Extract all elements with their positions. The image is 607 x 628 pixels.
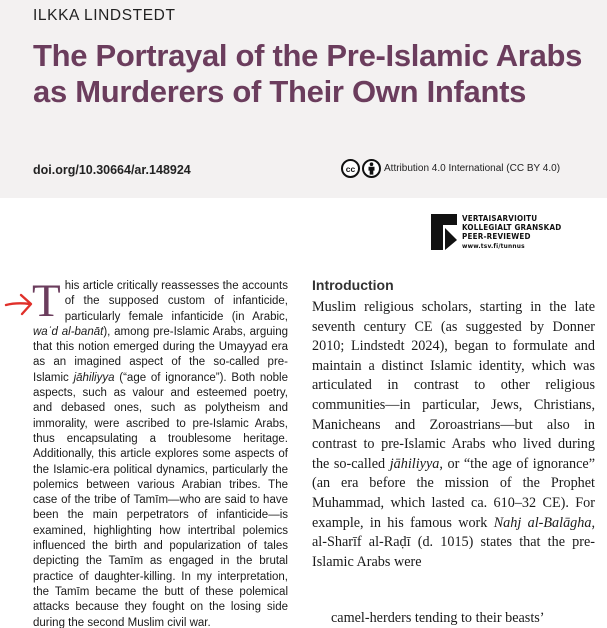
introduction-body	[312, 298, 595, 572]
license-info[interactable]	[341, 159, 560, 178]
peer-reviewed-logo	[431, 214, 561, 251]
cc-icon: cc	[341, 159, 360, 178]
block-quote: camel-herders tending to their beasts’	[331, 610, 545, 626]
peer-line: KOLLEGIALT GRANSKAD	[462, 223, 562, 233]
red-arrow-icon	[4, 291, 34, 317]
doi-link[interactable]: doi.org/10.30664/ar.148924	[33, 163, 191, 177]
peer-url: www.tsv.fi/tunnus	[462, 241, 525, 250]
license-text: Attribution 4.0 International (CC BY 4.0)	[384, 163, 561, 174]
author-name: ILKKA LINDSTEDT	[33, 7, 176, 24]
introduction-paragraph: Muslim religious scholars, starting in the late seventh century CE (as suggested by Donner 2010; Lindstedt 2024), began to formulate and maintain a distinct Islamic identity, which was articulated in contrast to other religious communities—in particular, Jews, Christians, Manicheans and Zoroastrians—but also in contrast to pre-Islamic Arabs who lived during the so-called jāhiliyya, or “the age of ignorance” (an era before the mission of the Prophet Muhammad, which lasted ca. 610–32 CE). For example, in his famous work Nahj al-Balāgha, al-Sharīf al-Raḍī (d. 1015) states that the pre-Islamic Arabs were	[312, 299, 595, 570]
abstract-text: his article critically reassesses the accounts of the supposed custom of infanticide, particularly female infanticide (in Arabic, waʾd al-banāt), among pre-Islamic Arabs, arguing that this notion emerged during the Umayyad era as an imagined aspect of the so-called pre-Islamic jāhiliyya (“age of ignorance”). Both noble aspects, such as valour and esteemed poetry, and debased ones, such as polytheism and immorality, were ascribed to pre-Islamic Arabs, thus encapsulating a troublesome heritage. Additionally, this article explores some aspects of the Islamic-era political dynamics, particularly the polemics between various Arabian tribes. The case of the tribe of Tamīm—who are said to have been the main perpetrators of infanticide—is examined, highlighting how intertribal polemics influenced the birth and popularization of tales depicting the Tamīm as engaged in the brutal practice of daughter-killing. In my interpretation, the Tamīm became the butt of these polemical attacks because they fought on the losing side during the second Muslim civil war.	[33, 280, 288, 628]
peer-line: VERTAISARVIOITU	[462, 214, 538, 223]
abstract	[32, 275, 288, 628]
introduction-heading: Introduction	[312, 277, 394, 293]
peer-review-mark-icon	[431, 214, 457, 250]
drop-cap: T	[32, 275, 61, 327]
by-person-icon	[362, 159, 381, 178]
article-title: The Portrayal of the Pre-Islamic Arabs as Murderers of Their Own Infants	[33, 38, 583, 109]
peer-line: PEER-REVIEWED	[462, 232, 531, 242]
